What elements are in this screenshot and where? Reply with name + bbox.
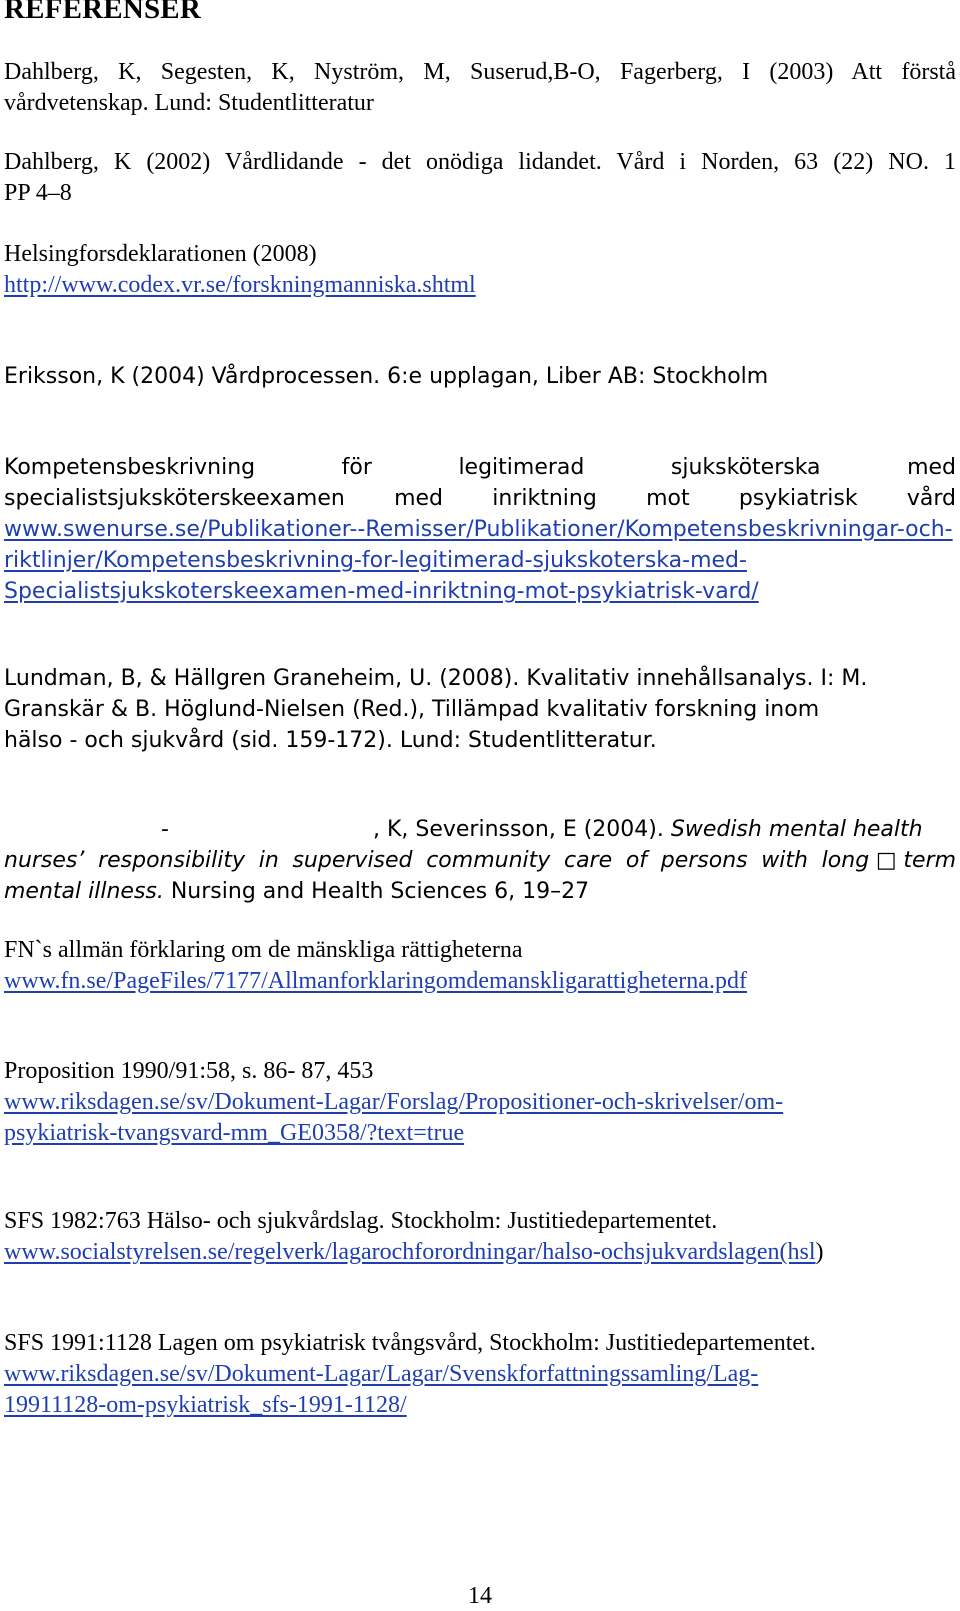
reference-link[interactable]: www.fn.se/PageFiles/7177/Allmanforklaringomdemanskligarattigheterna.pdf [4, 968, 747, 994]
reference-link[interactable]: psykiatrisk-tvangsvard-mm_GE0358/?text=true [4, 1120, 465, 1146]
reference-text: Helsingforsdeklarationen (2008) [4, 241, 317, 267]
reference-eriksson [4, 361, 956, 392]
reference-text: specialistsjuksköterskeexamen med inriktning mot psykiatrisk vård [4, 486, 956, 511]
reference-authors: , K, Severinsson, E (2004). [372, 817, 671, 842]
reference-link[interactable]: www.socialstyrelsen.se/regelverk/lagarochforordningar/halso-ochsjukvardslagen(hsl [4, 1239, 816, 1265]
reference-text: vårdvetenskap. Lund: Studentlitteratur [4, 90, 374, 116]
reference-text: ) [815, 1239, 824, 1265]
reference-text: hälso - och sjukvård (sid. 159-172). Lund: Studentlitteratur. [4, 728, 657, 753]
reference-title: mental illness. [4, 879, 164, 904]
reference-sfs-1982 [4, 1206, 956, 1268]
page-number: 14 [468, 1583, 492, 1609]
reference-link[interactable]: riktlinjer/Kompetensbeskrivning-for-legitimerad-sjukskoterska-med- [4, 548, 747, 573]
reference-link[interactable]: 19911128-om-psykiatrisk_sfs-1991-1128/ [4, 1392, 407, 1418]
reference-text: Lundman, B, & Hällgren Graneheim, U. (2008). Kvalitativ innehållsanalys. I: M. [4, 666, 868, 691]
reference-severinsson [4, 814, 956, 907]
reference-kompetensbeskrivning [4, 452, 956, 607]
reference-text: Granskär & B. Höglund-Nielsen (Red.), Tillämpad kvalitativ forskning inom [4, 697, 820, 722]
reference-text: FN`s allmän förklaring om de mänskliga rättigheterna [4, 937, 523, 963]
reference-text: Kompetensbeskrivning för legitimerad sjuksköterska med [4, 455, 956, 480]
reference-dahlberg-2002 [4, 147, 956, 209]
reference-link[interactable]: http://www.codex.vr.se/forskningmanniska.shtml [4, 272, 476, 298]
page-heading: REFERENSER [4, 0, 201, 25]
reference-text: Dahlberg, K, Segesten, K, Nyström, M, Suserud,B-O, Fagerberg, I (2003) Att förstå [4, 59, 956, 85]
reference-link[interactable]: www.riksdagen.se/sv/Dokument-Lagar/Forslag/Propositioner-och-skrivelser/om- [4, 1089, 784, 1115]
reference-link[interactable]: www.riksdagen.se/sv/Dokument-Lagar/Lagar/Svenskforfattningssamling/Lag- [4, 1361, 759, 1387]
reference-prefix: - [161, 817, 169, 842]
reference-text: Proposition 1990/91:58, s. 86- 87, 453 [4, 1058, 374, 1084]
reference-dahlberg-2003 [4, 57, 956, 119]
reference-title: Swedish mental health [670, 817, 923, 842]
reference-link[interactable]: Specialistsjukskoterskeexamen-med-inriktning-mot-psykiatrisk-vard/ [4, 579, 759, 604]
reference-text: Dahlberg, K (2002) Vårdlidande - det onödiga lidandet. Vård i Norden, 63 (22) NO. 1 [4, 149, 956, 175]
reference-title: nurses’ responsibility in supervised community care of persons with long□term [4, 848, 956, 873]
reference-fn [4, 935, 956, 997]
reference-journal: Nursing and Health Sciences 6, 19–27 [163, 879, 590, 904]
reference-text: Eriksson, K (2004) Vårdprocessen. 6:e upplagan, Liber AB: Stockholm [4, 364, 769, 389]
reference-proposition [4, 1056, 956, 1149]
reference-lundman [4, 663, 956, 756]
reference-link[interactable]: www.swenurse.se/Publikationer--Remisser/Publikationer/Kompetensbeskrivningar-och- [4, 517, 953, 542]
reference-text: SFS 1991:1128 Lagen om psykiatrisk tvångsvård, Stockholm: Justitiedepartementet. [4, 1330, 816, 1356]
reference-sfs-1991 [4, 1328, 956, 1421]
reference-helsingfors [4, 239, 956, 301]
reference-text: SFS 1982:763 Hälso- och sjukvårdslag. Stockholm: Justitiedepartementet. [4, 1208, 718, 1234]
reference-text: PP 4–8 [4, 180, 72, 206]
